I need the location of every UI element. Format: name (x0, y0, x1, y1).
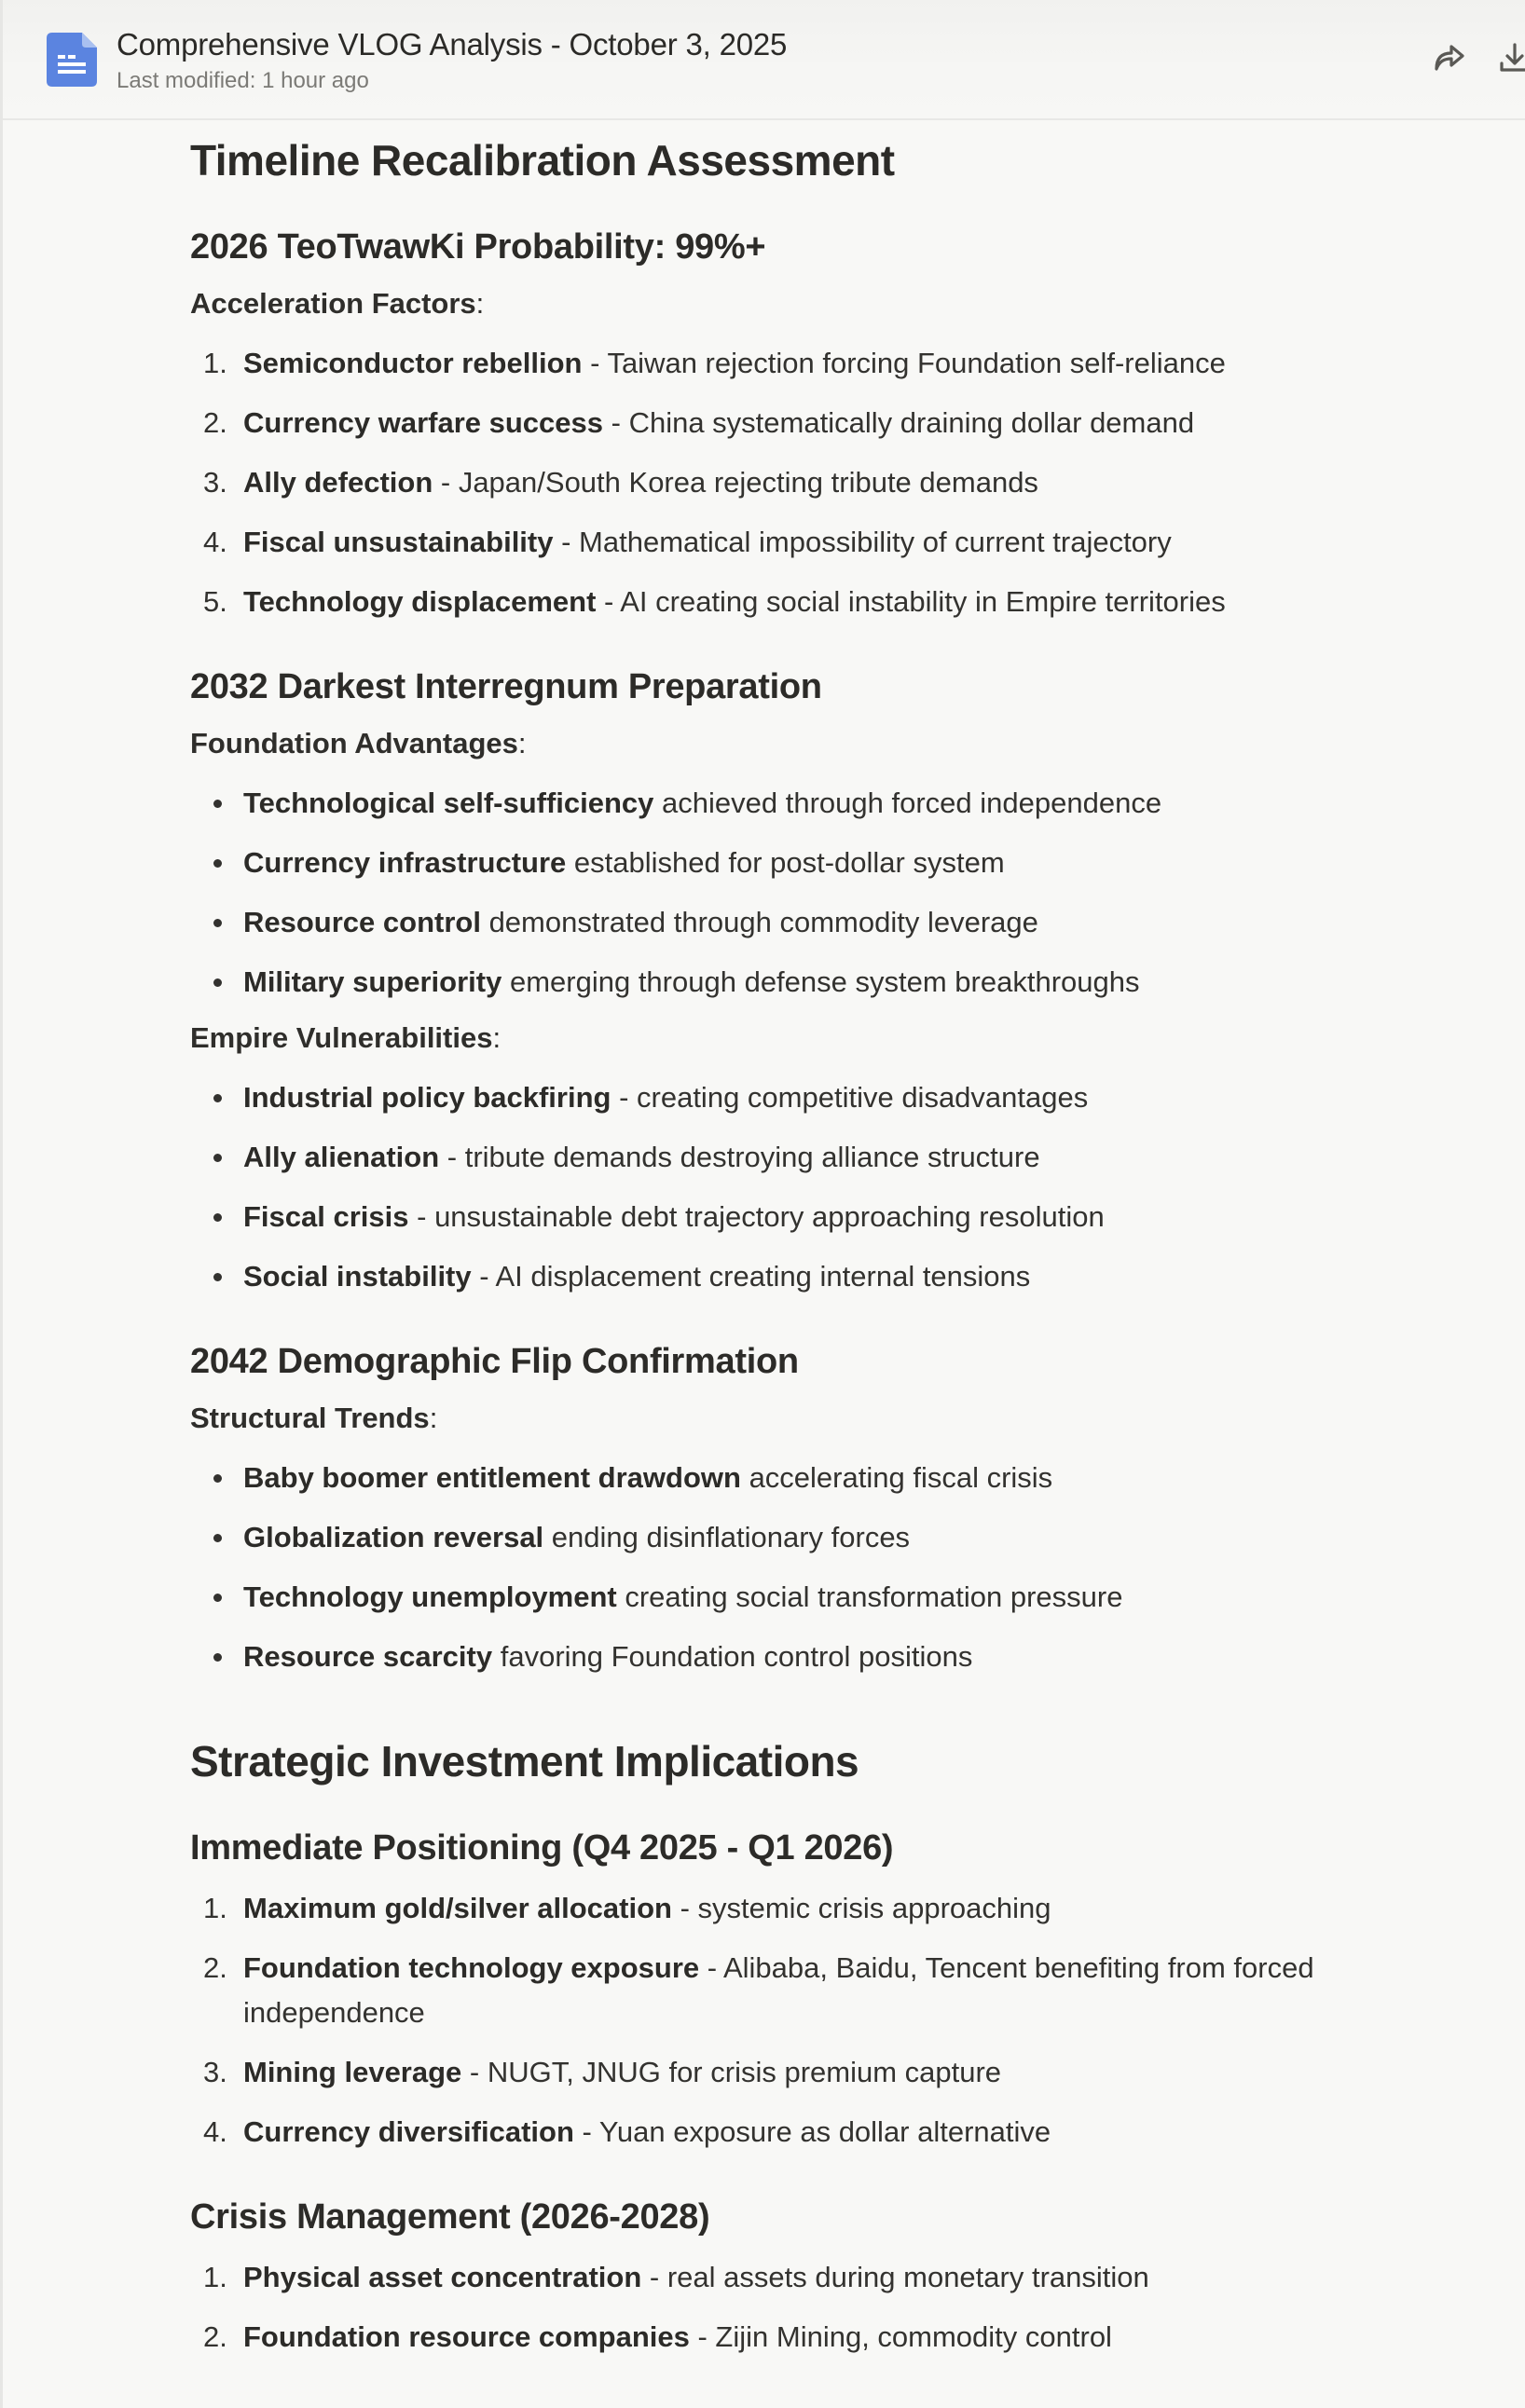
share-icon (1433, 43, 1466, 77)
list-item: Baby boomer entitlement drawdown accelerating fiscal crisis (190, 1456, 1402, 1500)
subsection-heading-immediate: Immediate Positioning (Q4 2025 - Q1 2026) (190, 1828, 894, 1868)
list-item: 4. Currency diversification - Yuan exposure as dollar alternative (203, 2115, 1051, 2148)
acceleration-factors-list (190, 341, 1402, 624)
list-item: 1. Maximum gold/silver allocation - systemic crisis approaching (203, 1892, 1051, 1924)
list-item: Social instability - AI displacement creating internal tensions (190, 1254, 1402, 1299)
download-button[interactable] (1494, 39, 1525, 80)
list-item: 3. Mining leverage - NUGT, JNUG for crisis premium capture (203, 2056, 1002, 2088)
list-item: 2. Currency warfare success - China systematically draining dollar demand (203, 406, 1195, 439)
list-item: Globalization reversal ending disinflationary forces (190, 1515, 1402, 1560)
crisis-management-list (190, 2255, 1402, 2360)
immediate-positioning-list (190, 1886, 1402, 2155)
list-item: 3. Ally defection - Japan/South Korea rejecting tribute demands (203, 466, 1038, 499)
document-title: Comprehensive VLOG Analysis - October 3, 2025 (117, 27, 788, 62)
left-edge-border (0, 0, 3, 2408)
list-item: Fiscal crisis - unsustainable debt trajectory approaching resolution (190, 1195, 1402, 1239)
label-structural-trends: Structural Trends: (190, 1402, 438, 1434)
document-header (3, 0, 1525, 120)
subsection-heading-2026: 2026 TeoTwawKi Probability: 99%+ (190, 227, 766, 267)
subsection-heading-2032: 2032 Darkest Interregnum Preparation (190, 667, 822, 706)
section-heading-strategy: Strategic Investment Implications (190, 1737, 859, 1785)
list-item: Military superiority emerging through defense system breakthroughs (190, 960, 1402, 1005)
list-item: Resource scarcity favoring Foundation control positions (190, 1635, 1402, 1679)
list-item: 1. Semiconductor rebellion - Taiwan rejection forcing Foundation self-reliance (203, 347, 1226, 379)
list-item: Technological self-sufficiency achieved through forced independence (190, 781, 1402, 826)
empire-vulnerabilities-list (190, 1075, 1402, 1299)
list-item: 2. Foundation resource companies - Zijin Mining, commodity control (203, 2320, 1112, 2353)
section-heading-timeline: Timeline Recalibration Assessment (190, 136, 895, 185)
subsection-heading-2042: 2042 Demographic Flip Confirmation (190, 1342, 799, 1381)
list-item: 4. Fiscal unsustainability - Mathematical impossibility of current trajectory (203, 526, 1172, 558)
list-item: 2. Foundation technology exposure - Alibaba, Baidu, Tencent benefiting from forced independence (203, 1951, 1314, 2029)
list-item: Resource control demonstrated through commodity leverage (190, 900, 1402, 945)
label-empire-vulnerabilities: Empire Vulnerabilities: (190, 1021, 501, 1054)
list-item: Currency infrastructure established for post-dollar system (190, 841, 1402, 885)
share-button[interactable] (1429, 39, 1470, 80)
google-doc-icon (47, 33, 97, 87)
label-acceleration-factors: Acceleration Factors: (190, 287, 485, 320)
list-item: 5. Technology displacement - AI creating social instability in Empire territories (203, 585, 1226, 618)
structural-trends-list (190, 1456, 1402, 1679)
last-modified-text: Last modified: 1 hour ago (117, 68, 369, 93)
download-icon (1498, 41, 1525, 79)
subsection-heading-crisis: Crisis Management (2026-2028) (190, 2197, 710, 2237)
label-foundation-advantages: Foundation Advantages: (190, 727, 527, 759)
list-item: Industrial policy backfiring - creating competitive disadvantages (190, 1075, 1402, 1120)
list-item: 1. Physical asset concentration - real assets during monetary transition (203, 2261, 1149, 2293)
list-item: Ally alienation - tribute demands destroying alliance structure (190, 1135, 1402, 1180)
document-body (190, 119, 1402, 2360)
list-item: Technology unemployment creating social transformation pressure (190, 1575, 1402, 1620)
foundation-advantages-list (190, 781, 1402, 1005)
